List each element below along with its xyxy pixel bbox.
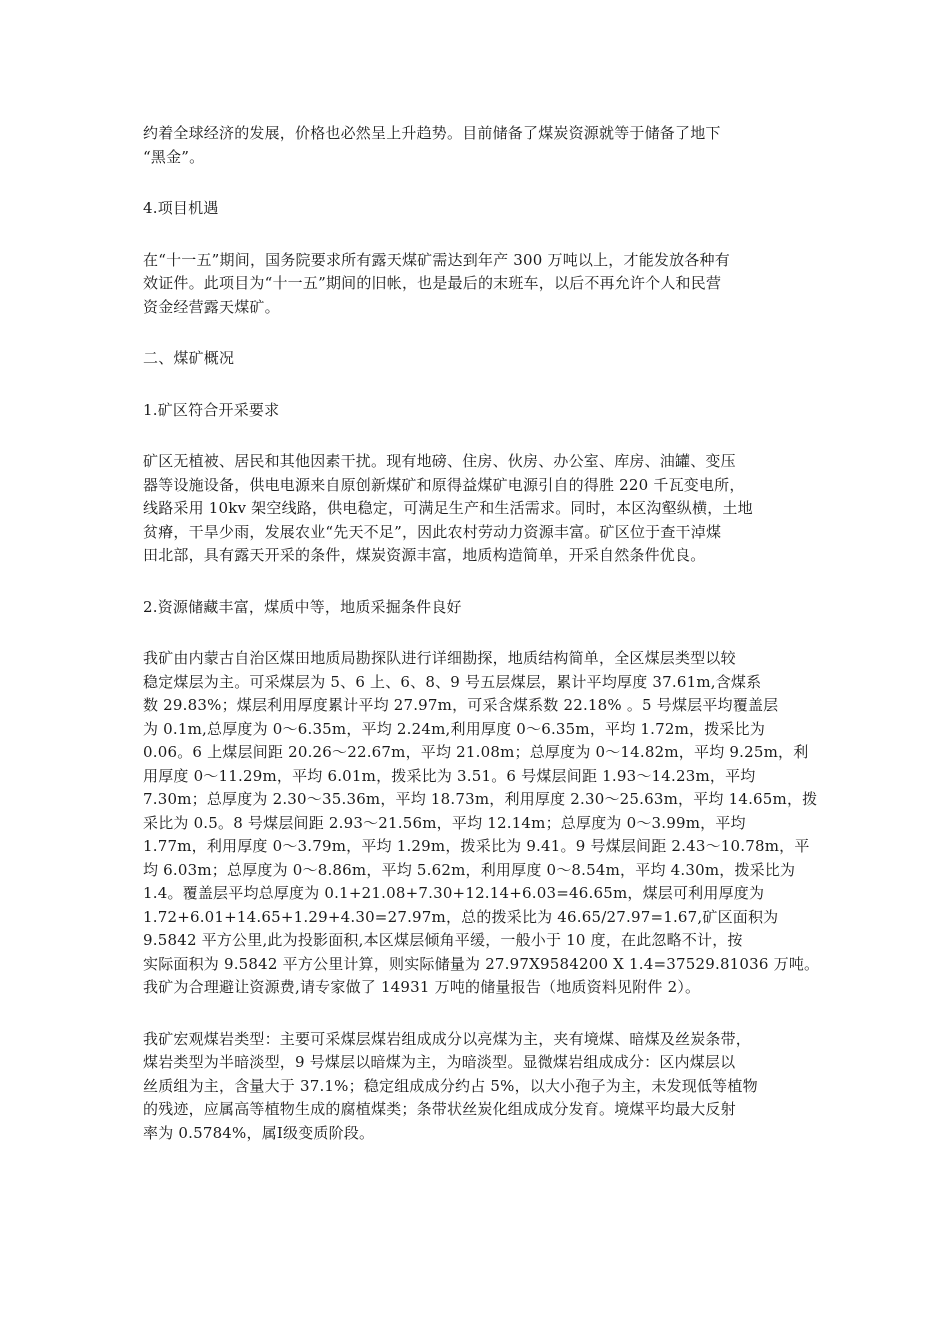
text-line: 丝质组为主，含量大于 37.1%；稳定组成成分约占 5%，以大小孢子为主，未发现低等植物: [143, 1076, 758, 1095]
text-line: 用厚度 0～11.29m，平均 6.01m，拨采比为 3.51。6 号煤层间距 1.93～14.23m，平均: [143, 766, 756, 785]
paragraph-coal-rock-types: [143, 1028, 815, 1146]
text-line: 的残迹，应属高等植物生成的腐植煤类；条带状丝炭化组成成分发育。境煤平均最大反射: [143, 1100, 736, 1118]
text-line: 1.77m，利用厚度 0～3.79m，平均 1.29m，拨采比为 9.41。9 号煤层间距 2.43～10.78m，平: [143, 837, 810, 855]
text-line: 我矿宏观煤岩类型：主要可采煤层煤岩组成成分以亮煤为主，夹有境煤、暗煤及丝炭条带，: [143, 1029, 752, 1048]
text-line: 1.72+6.01+14.65+1.29+4.30=27.97m，总的拨采比为 46.65/27.97=1.67,矿区面积为: [143, 907, 779, 926]
text-line: 资金经营露天煤矿。: [143, 297, 280, 316]
text-line: 约着全球经济的发展，价格也必然呈上升趋势。目前储备了煤炭资源就等于储备了地下: [143, 124, 721, 142]
heading-project-opportunity: [143, 197, 815, 221]
heading-text: 4.项目机遇: [143, 199, 219, 217]
text-line: 实际面积为 9.5842 平方公里计算，则实际储量为 27.97X9584200 X 1.4=37529.81036 万吨。: [143, 954, 820, 973]
heading-resource-reserves: [143, 596, 815, 620]
paragraph-global-economy: [143, 122, 815, 169]
heading-text: 2.资源储藏丰富，煤质中等，地质采掘条件良好: [143, 597, 462, 616]
text-line: 7.30m；总厚度为 2.30～35.36m，平均 18.73m，利用厚度 2.30～25.63m，平均 14.65m，拨: [143, 790, 818, 808]
text-line: 率为 0.5784%，属Ⅰ级变质阶段。: [143, 1123, 375, 1142]
text-line: 数 29.83%；煤层利用厚度累计平均 27.97m，可采含煤系数 22.18% 。5 号煤层平均覆盖层: [143, 696, 779, 714]
text-line: 在“十一五”期间，国务院要求所有露天煤矿需达到年产 300 万吨以上，才能发放各种有: [143, 250, 730, 269]
text-line: 矿区无植被、居民和其他因素干扰。现有地磅、住房、伙房、办公室、库房、油罐、变压: [143, 452, 736, 470]
heading-mining-requirements: [143, 399, 815, 423]
text-line: 我矿为合理避让资源费,请专家做了 14931 万吨的储量报告（地质资料见附件 2）。: [143, 978, 701, 996]
text-line: 均 6.03m；总厚度为 0～8.86m，平均 5.62m，利用厚度 0～8.54m，平均 4.30m，拨采比为: [143, 860, 796, 879]
text-line: “黑金”。: [143, 147, 205, 166]
paragraph-eleventh-five-year-plan: [143, 249, 815, 320]
paragraph-geological-survey: [143, 647, 820, 1000]
section-heading-mine-overview: [143, 347, 815, 371]
text-line: 采比为 0.5。8 号煤层间距 2.93～21.56m，平均 12.14m；总厚度为 0～3.99m，平均: [143, 813, 746, 832]
text-line: 9.5842 平方公里,此为投影面积,本区煤层倾角平缓，一般小于 10 度，在此忽略不计，按: [143, 931, 743, 949]
document-page: [143, 122, 820, 1145]
text-line: 0.06。6 上煤层间距 20.26～22.67m，平均 21.08m；总厚度为 0～14.82m，平均 9.25m，利: [143, 743, 809, 761]
text-line: 稳定煤层为主。可采煤层为 5、6 上、6、8、9 号五层煤层，累计平均厚度 37.61m,含煤系: [143, 672, 762, 691]
text-line: 贫瘠，干旱少雨，发展农业“先天不足”，因此农村劳动力资源丰富。矿区位于查干淖煤: [143, 522, 722, 541]
paragraph-mine-area-conditions: [143, 450, 815, 568]
text-line: 田北部，具有露天开采的条件，煤炭资源丰富，地质构造简单，开采自然条件优良。: [143, 546, 706, 564]
text-line: 效证件。此项目为“十一五”期间的旧帐，也是最后的末班车，以后不再允许个人和民营: [143, 274, 722, 292]
heading-text: 二、煤矿概况: [143, 349, 235, 367]
text-line: 器等设施设备，供电电源来自原创新煤矿和原得益煤矿电源引自的得胜 220 千瓦变电所，: [143, 475, 745, 494]
text-line: 1.4。覆盖层平均总厚度为 0.1+21.08+7.30+12.14+6.03=46.65m，煤层可利用厚度为: [143, 884, 765, 902]
text-line: 煤岩类型为半暗淡型，9 号煤层以暗煤为主，为暗淡型。显微煤岩组成成分：区内煤层以: [143, 1053, 736, 1071]
text-line: 线路采用 10kv 架空线路，供电稳定，可满足生产和生活需求。同时，本区沟壑纵横，土地: [143, 499, 753, 517]
text-line: 为 0.1m,总厚度为 0～6.35m，平均 2.24m,利用厚度 0～6.35m，平均 1.72m，拨采比为: [143, 719, 766, 738]
text-line: 我矿由内蒙古自治区煤田地质局勘探队进行详细勘探，地质结构简单，全区煤层类型以较: [143, 649, 736, 667]
heading-text: 1.矿区符合开采要求: [143, 400, 280, 419]
